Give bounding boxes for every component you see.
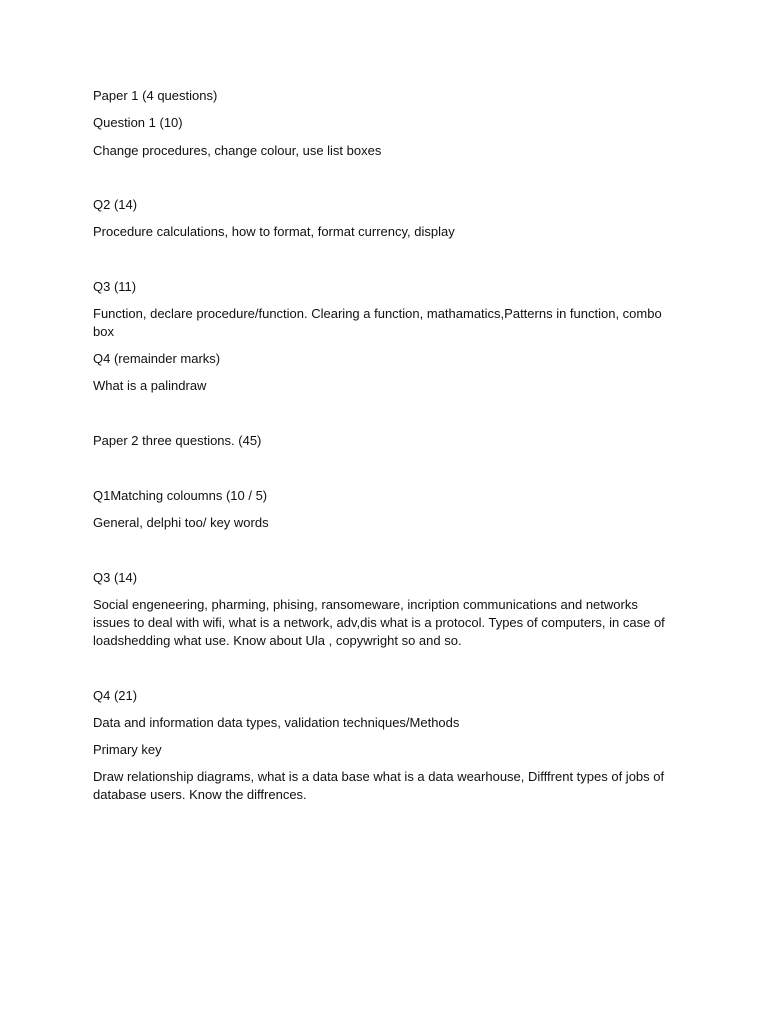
paper-2-heading: Paper 2 three questions. (45) bbox=[93, 433, 262, 448]
paper-2-q4-topics: Data and information data types, validation techniques/Methods bbox=[93, 715, 460, 730]
paper-2-q3-topics: Social engeneering, pharming, phising, ransomeware, incription communications and networks issues to deal with wifi, what is a network, adv,dis what is a protocol. Types of computers, in case of loadshedding what use. Know about Ula , copywright so and so. bbox=[93, 597, 665, 648]
question-1-heading: Question 1 (10) bbox=[93, 115, 183, 130]
q4-heading: Q4 (remainder marks) bbox=[93, 351, 221, 366]
paper-1-heading: Paper 1 (4 questions) bbox=[93, 88, 218, 103]
paper-2-q4-heading: Q4 (21) bbox=[93, 688, 138, 703]
q3-heading: Q3 (11) bbox=[93, 279, 137, 294]
paper-2-q1-topics: General, delphi too/ key words bbox=[93, 515, 269, 530]
paper-2-q1-heading: Q1Matching coloumns (10 / 5) bbox=[93, 488, 268, 503]
q3-topics: Function, declare procedure/function. Clearing a function, mathamatics,Patterns in function, combo box bbox=[93, 306, 662, 339]
primary-key-note: Primary key bbox=[93, 742, 162, 757]
question-1-topics: Change procedures, change colour, use list boxes bbox=[93, 143, 382, 158]
paper-2-q4-details: Draw relationship diagrams, what is a data base what is a data wearhouse, Difffrent types of jobs of database users. Know the diffrences. bbox=[93, 769, 665, 802]
paper-2-q3-heading: Q3 (14) bbox=[93, 570, 138, 585]
q2-heading: Q2 (14) bbox=[93, 197, 138, 212]
q2-topics: Procedure calculations, how to format, format currency, display bbox=[93, 224, 455, 239]
q4-topics: What is a palindraw bbox=[93, 378, 207, 393]
